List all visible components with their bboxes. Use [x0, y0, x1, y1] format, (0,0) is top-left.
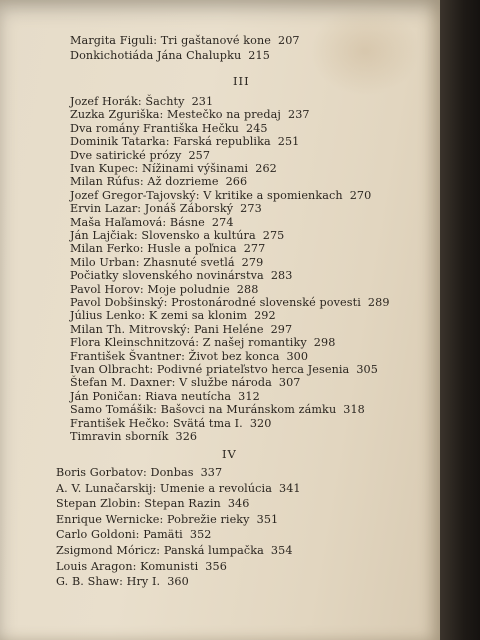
toc-entry-title: Louis Aragon: Komunisti [56, 559, 199, 573]
toc-entry-page: 341 [278, 481, 301, 495]
toc-entry-title: Jozef Gregor-Tajovský: V kritike a spomienkach [70, 188, 343, 202]
toc-entry-title: Štefan M. Daxner: V službe národa [70, 376, 272, 390]
toc-entry-title: Počiatky slovenského novinárstva [70, 269, 264, 283]
toc-entry [70, 34, 300, 48]
toc-entry-title: Boris Gorbatov: Donbas [56, 466, 194, 479]
toc-entry [70, 430, 197, 444]
toc-entry [70, 135, 299, 149]
toc-entry-page: 289 [367, 296, 390, 309]
toc-entry-page: 292 [254, 309, 276, 323]
toc-entry-title: Flora Kleinschnitzová: Z našej romantiky [70, 336, 307, 350]
toc-entry-page: 231 [191, 95, 214, 108]
toc-entry-page: 215 [248, 49, 270, 62]
toc-entry-page: 305 [356, 363, 378, 376]
toc-entry-page: 275 [262, 229, 285, 242]
toc-entry [70, 296, 390, 310]
toc-entry [70, 229, 284, 243]
toc-entry-page: 245 [246, 121, 268, 135]
toc-entry [56, 575, 189, 589]
toc-entry [70, 189, 371, 203]
toc-entry-title: Jozef Horák: Šachty [70, 95, 185, 108]
toc-entry [56, 513, 278, 527]
toc-entry-page: 356 [205, 559, 227, 573]
toc-entry-page: 274 [211, 215, 234, 229]
toc-entry-title: Dominik Tatarka: Farská republika [70, 135, 271, 149]
toc-entry-title: František Hečko: Svätá tma I. [70, 416, 243, 430]
toc-entry [70, 242, 265, 256]
toc-entry-page: 307 [278, 376, 301, 390]
toc-entry-page: 298 [313, 336, 336, 350]
toc-entry-page: 354 [270, 544, 293, 557]
toc-entry [70, 390, 260, 404]
toc-entry-title: Ján Lajčiak: Slovensko a kultúra [70, 229, 256, 242]
toc-entry-title: Samo Tomášik: Bašovci na Muránskom zámku [70, 403, 337, 417]
toc-entry-title: Ervin Lazar: Jonáš Záborský [70, 202, 234, 216]
toc-entry-page: 312 [238, 389, 260, 403]
toc-entry-page: 279 [241, 255, 264, 269]
toc-entry-title: Július Lenko: K zemi sa klonim [70, 309, 248, 323]
toc-entry-page: 326 [175, 430, 198, 443]
toc-entry-page: 273 [240, 202, 262, 216]
toc-entry-page: 277 [243, 242, 266, 256]
toc-entry-page: 360 [167, 575, 189, 589]
toc-entry [70, 122, 268, 136]
toc-entry [70, 49, 270, 63]
toc-entry [70, 376, 301, 390]
toc-entry [70, 149, 210, 163]
toc-entry [56, 497, 250, 511]
toc-entry [56, 466, 222, 480]
toc-entry [70, 162, 277, 176]
toc-entry-page: 266 [225, 175, 248, 189]
toc-entry-title: A. V. Lunačarskij: Umenie a revolúcia [56, 481, 272, 495]
toc-entry-title: Milan Rúfus: Až dozrieme [70, 175, 219, 189]
toc-entry-title: Stepan Zlobin: Stepan Razin [56, 497, 221, 511]
toc-entry-title: G. B. Shaw: Hry I. [56, 575, 161, 589]
toc-entry-title: Margita Figuli: Tri gaštanové kone [70, 34, 271, 47]
toc-entry-title: Enrique Wernicke: Pobrežie rieky [56, 512, 250, 526]
toc-entry-page: 262 [255, 162, 277, 175]
toc-entry [70, 403, 365, 417]
toc-entry [70, 256, 263, 270]
toc-entry [56, 544, 293, 558]
toc-entry-page: 288 [236, 282, 259, 296]
toc-entry-title: Zsigmond Móricz: Panská lumpačka [56, 544, 264, 557]
toc-entry [70, 269, 292, 283]
toc-entry-page: 337 [200, 466, 223, 479]
toc-entry [70, 108, 310, 122]
toc-entry-page: 297 [270, 322, 293, 336]
toc-entry-page: 300 [286, 349, 309, 363]
toc-entry-title: Dva romány Františka Hečku [70, 121, 239, 135]
paper-stain [310, 6, 420, 96]
toc-entry [70, 202, 262, 216]
toc-entry-title: Ivan Olbracht: Podivné priateľstvo herca Jesenia [70, 363, 350, 376]
toc-entry-title: Milan Th. Mitrovský: Pani Heléne [70, 322, 264, 336]
toc-entry [56, 528, 212, 542]
toc-entry [70, 323, 292, 337]
toc-entry-page: 207 [277, 34, 300, 47]
toc-entry [70, 283, 258, 297]
toc-entry-page: 270 [349, 188, 372, 202]
toc-entry [70, 417, 271, 431]
toc-entry-title: Carlo Goldoni: Pamäti [56, 528, 183, 542]
toc-entry [70, 216, 234, 230]
toc-entry-title: Milan Ferko: Husle a poľnica [70, 242, 237, 256]
toc-entry-page: 237 [288, 108, 310, 122]
book-spine [440, 0, 480, 640]
toc-entry-title: Milo Urban: Zhasnuté svetlá [70, 255, 235, 269]
toc-entry-title: Maša Haľamová: Básne [70, 215, 205, 229]
toc-entry [56, 560, 227, 574]
toc-entry-title: Timravin sborník [70, 430, 169, 443]
toc-entry-title: Ivan Kupec: Nížinami výšinami [70, 162, 249, 175]
toc-entry [70, 309, 276, 323]
toc-entry-title: Pavol Dobšinský: Prostonárodné slovenské povesti [70, 296, 361, 309]
toc-entry-title: Ján Poničan: Riava neutícha [70, 389, 232, 403]
toc-entry-page: 352 [189, 528, 212, 542]
toc-entry-title: Donkichotiáda Jána Chalupku [70, 49, 242, 62]
section-heading-iv: IV [222, 447, 237, 461]
toc-entry-page: 346 [227, 497, 250, 511]
toc-entry-title: Dve satirické prózy [70, 148, 182, 162]
toc-entry-page: 351 [256, 512, 279, 526]
toc-entry-page: 257 [188, 148, 211, 162]
toc-entry-page: 318 [343, 403, 365, 417]
toc-entry-title: Zuzka Zguriška: Mestečko na predaj [70, 108, 281, 122]
toc-entry [70, 95, 213, 109]
toc-entry-page: 320 [249, 416, 272, 430]
toc-entry-title: Pavol Horov: Moje poludnie [70, 282, 230, 296]
toc-entry-page: 251 [277, 135, 300, 149]
toc-entry [70, 175, 247, 189]
toc-entry-page: 283 [270, 269, 293, 283]
toc-entry [70, 350, 308, 364]
toc-entry [56, 482, 301, 496]
toc-entry [70, 363, 378, 377]
toc-entry [70, 336, 335, 350]
toc-entry-title: František Švantner: Život bez konca [70, 349, 280, 363]
section-heading-iii: III [233, 74, 250, 88]
